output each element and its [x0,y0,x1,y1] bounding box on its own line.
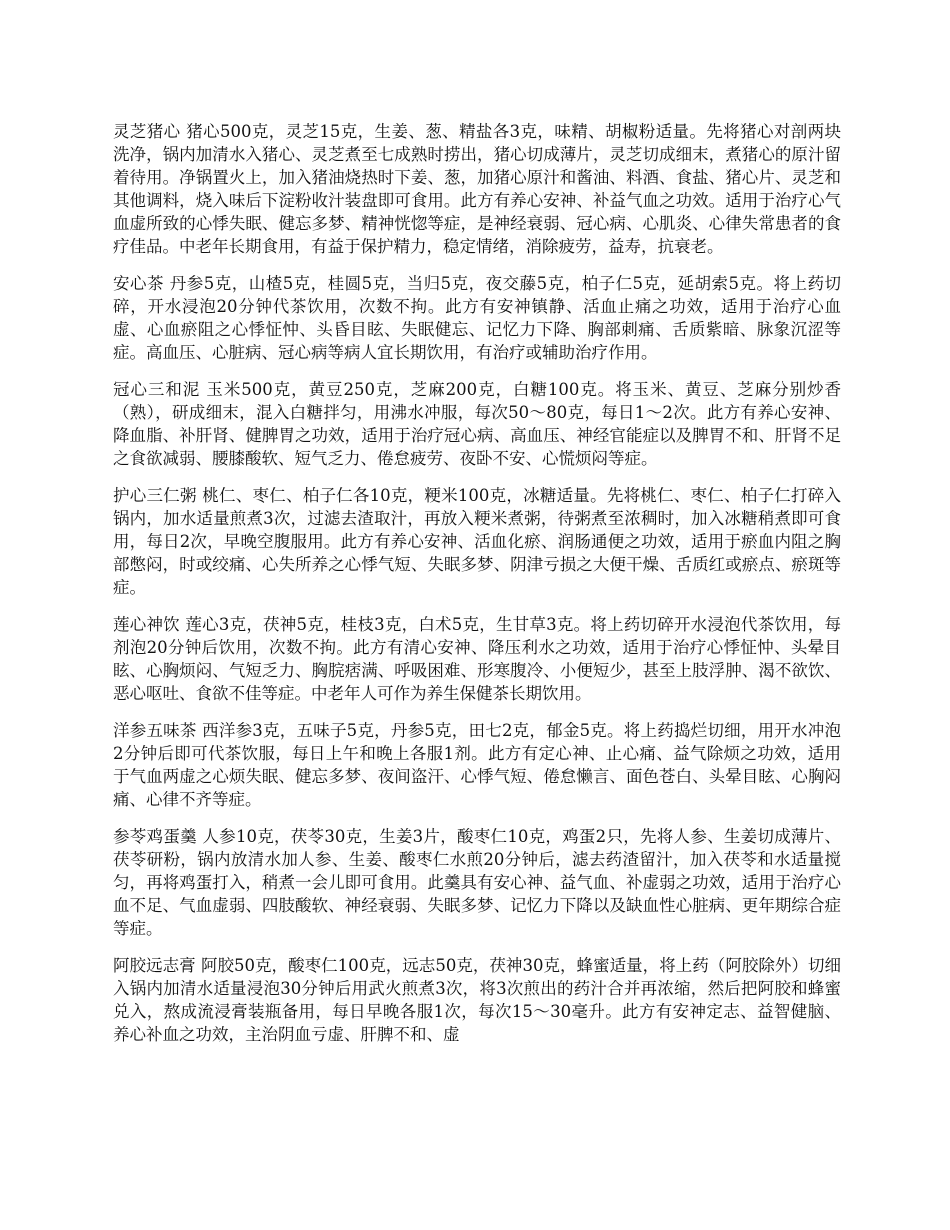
recipe-title: 洋参五味茶 [113,721,197,740]
recipe-paragraph-guanxin-sanheni [113,378,841,470]
recipe-paragraph-yangshen-wuweicha [113,719,841,811]
recipe-body: 丹参5克，山楂5克，桂圆5克，当归5克，夜交藤5克，柏子仁5克，延胡索5克。将上药切碎，开水浸泡20分钟代茶饮用，次数不拘。此方有安神镇静、活血止痛之功效，适用于治疗心血虚、心血瘀阻之心悸怔忡、头昏目眩、失眠健忘、记忆力下降、胸部刺痛、舌质紫暗、脉象沉涩等症。高血压、心脏病、冠心病等病人宜长期饮用，有治疗或辅助治疗作用。 [113,274,841,362]
recipe-paragraph-huxin-sanrenzhou [113,484,841,599]
recipe-paragraph-lingzhi-zhuxin [113,120,841,258]
recipe-body: 猪心500克，灵芝15克，生姜、葱、精盐各3克，味精、胡椒粉适量。先将猪心对剖两块洗净，锅内加清水入猪心、灵芝煮至七成熟时捞出，猪心切成薄片，灵芝切成细末，煮猪心的原汁留着待用。净锅置火上，加入猪油烧热时下姜、葱，加猪心原汁和酱油、料酒、食盐、猪心片、灵芝和其他调料，烧入味后下淀粉收汁装盘即可食用。此方有养心安神、补益气血之功效。适用于治疗心气血虚所致的心悸失眠、健忘多梦、精神恍惚等症，是神经衰弱、冠心病、心肌炎、心律失常患者的食疗佳品。中老年长期食用，有益于保护精力，稳定情绪，消除疲劳，益寿，抗衰老。 [113,122,842,256]
recipe-title: 冠心三和泥 [113,380,201,399]
recipe-body: 人参10克，茯苓30克，生姜3片，酸枣仁10克，鸡蛋2只，先将人参、生姜切成薄片、茯苓研粉，锅内放清水加人参、生姜、酸枣仁水煎20分钟后，滤去药渣留汁，加入茯苓和水适量搅匀，再将鸡蛋打入，稍煮一会儿即可食用。此羹具有安心神、益气血、补虚弱之功效，适用于治疗心血不足、气血虚弱、四肢酸软、神经衰弱、失眠多梦、记忆力下降以及缺血性心脏病、更年期综合症等症。 [113,827,842,938]
recipe-title: 灵芝猪心 [113,122,181,141]
recipe-body: 桃仁、枣仁、柏子仁各10克，粳米100克，冰糖适量。先将桃仁、枣仁、柏子仁打碎入锅内，加水适量煎煮3次，过滤去渣取汁，再放入粳米煮粥，待粥煮至浓稠时，加入冰糖稍煮即可食用，每日2次，早晚空腹服用。此方有养心安神、活血化瘀、润肠通便之功效，适用于瘀血内阻之胸部憋闷，时或绞痛、心失所养之心悸气短、失眠多梦、阴津亏损之大便干燥、舌质红或瘀点、瘀斑等症。 [113,486,842,597]
recipe-body: 阿胶50克，酸枣仁100克，远志50克，茯神30克，蜂蜜适量，将上药（阿胶除外）切细入锅内加清水适量浸泡30分钟后用武火煎煮3次，将3次煎出的药汁合并再浓缩，然后把阿胶和蜂蜜兑入，熬成流浸膏装瓶备用，每日早晚各服1次，每次15～30毫升。此方有安神定志、益智健脑、养心补血之功效，主治阴血亏虚、肝脾不和、虚 [113,956,842,1044]
recipe-title: 安心茶 [113,274,164,293]
recipe-paragraph-ejiao-yuanzhigao [113,954,841,1046]
recipe-body: 莲心3克，茯神5克，桂枝3克，白术5克，生甘草3克。将上药切碎开水浸泡代茶饮用，每剂泡20分钟后饮用，次数不拘。此方有清心安神、降压利水之功效，适用于治疗心悸怔忡、头晕目眩、心胸烦闷、气短乏力、胸脘痞满、呼吸困难、形寒腹冷、小便短少，甚至上肢浮肿、渴不欲饮、恶心呕吐、食欲不佳等症。中老年人可作为养生保健茶长期饮用。 [113,615,842,703]
recipe-paragraph-canling-jidangeng [113,825,841,940]
recipe-title: 护心三仁粥 [113,486,197,505]
recipe-title: 阿胶远志膏 [113,956,196,975]
recipe-body: 西洋参3克，五味子5克，丹参5克，田七2克，郁金5克。将上药捣烂切细，用开水冲泡2分钟后即可代茶饮服，每日上午和晚上各服1剂。此方有定心神、止心痛、益气除烦之功效，适用于气血两虚之心烦失眠、健忘多梦、夜间盗汗、心悸气短、倦怠懒言、面色苍白、头晕目眩、心胸闷痛、心律不齐等症。 [113,721,841,809]
recipe-title: 莲心神饮 [113,615,180,634]
recipe-paragraph-lianxin-shenyin [113,613,841,705]
recipe-paragraph-anxin-cha [113,272,841,364]
document-page [113,120,841,1060]
recipe-title: 参苓鸡蛋羹 [113,827,197,846]
recipe-body: 玉米500克，黄豆250克，芝麻200克，白糖100克。将玉米、黄豆、芝麻分别炒香（熟），研成细末，混入白糖拌匀，用沸水冲服，每次50～80克，每日1～2次。此方有养心安神、降血脂、补肝肾、健脾胃之功效，适用于治疗冠心病、高血压、神经官能症以及脾胃不和、肝肾不足之食欲减弱、腰膝酸软、短气乏力、倦怠疲劳、夜卧不安、心慌烦闷等症。 [113,380,841,468]
